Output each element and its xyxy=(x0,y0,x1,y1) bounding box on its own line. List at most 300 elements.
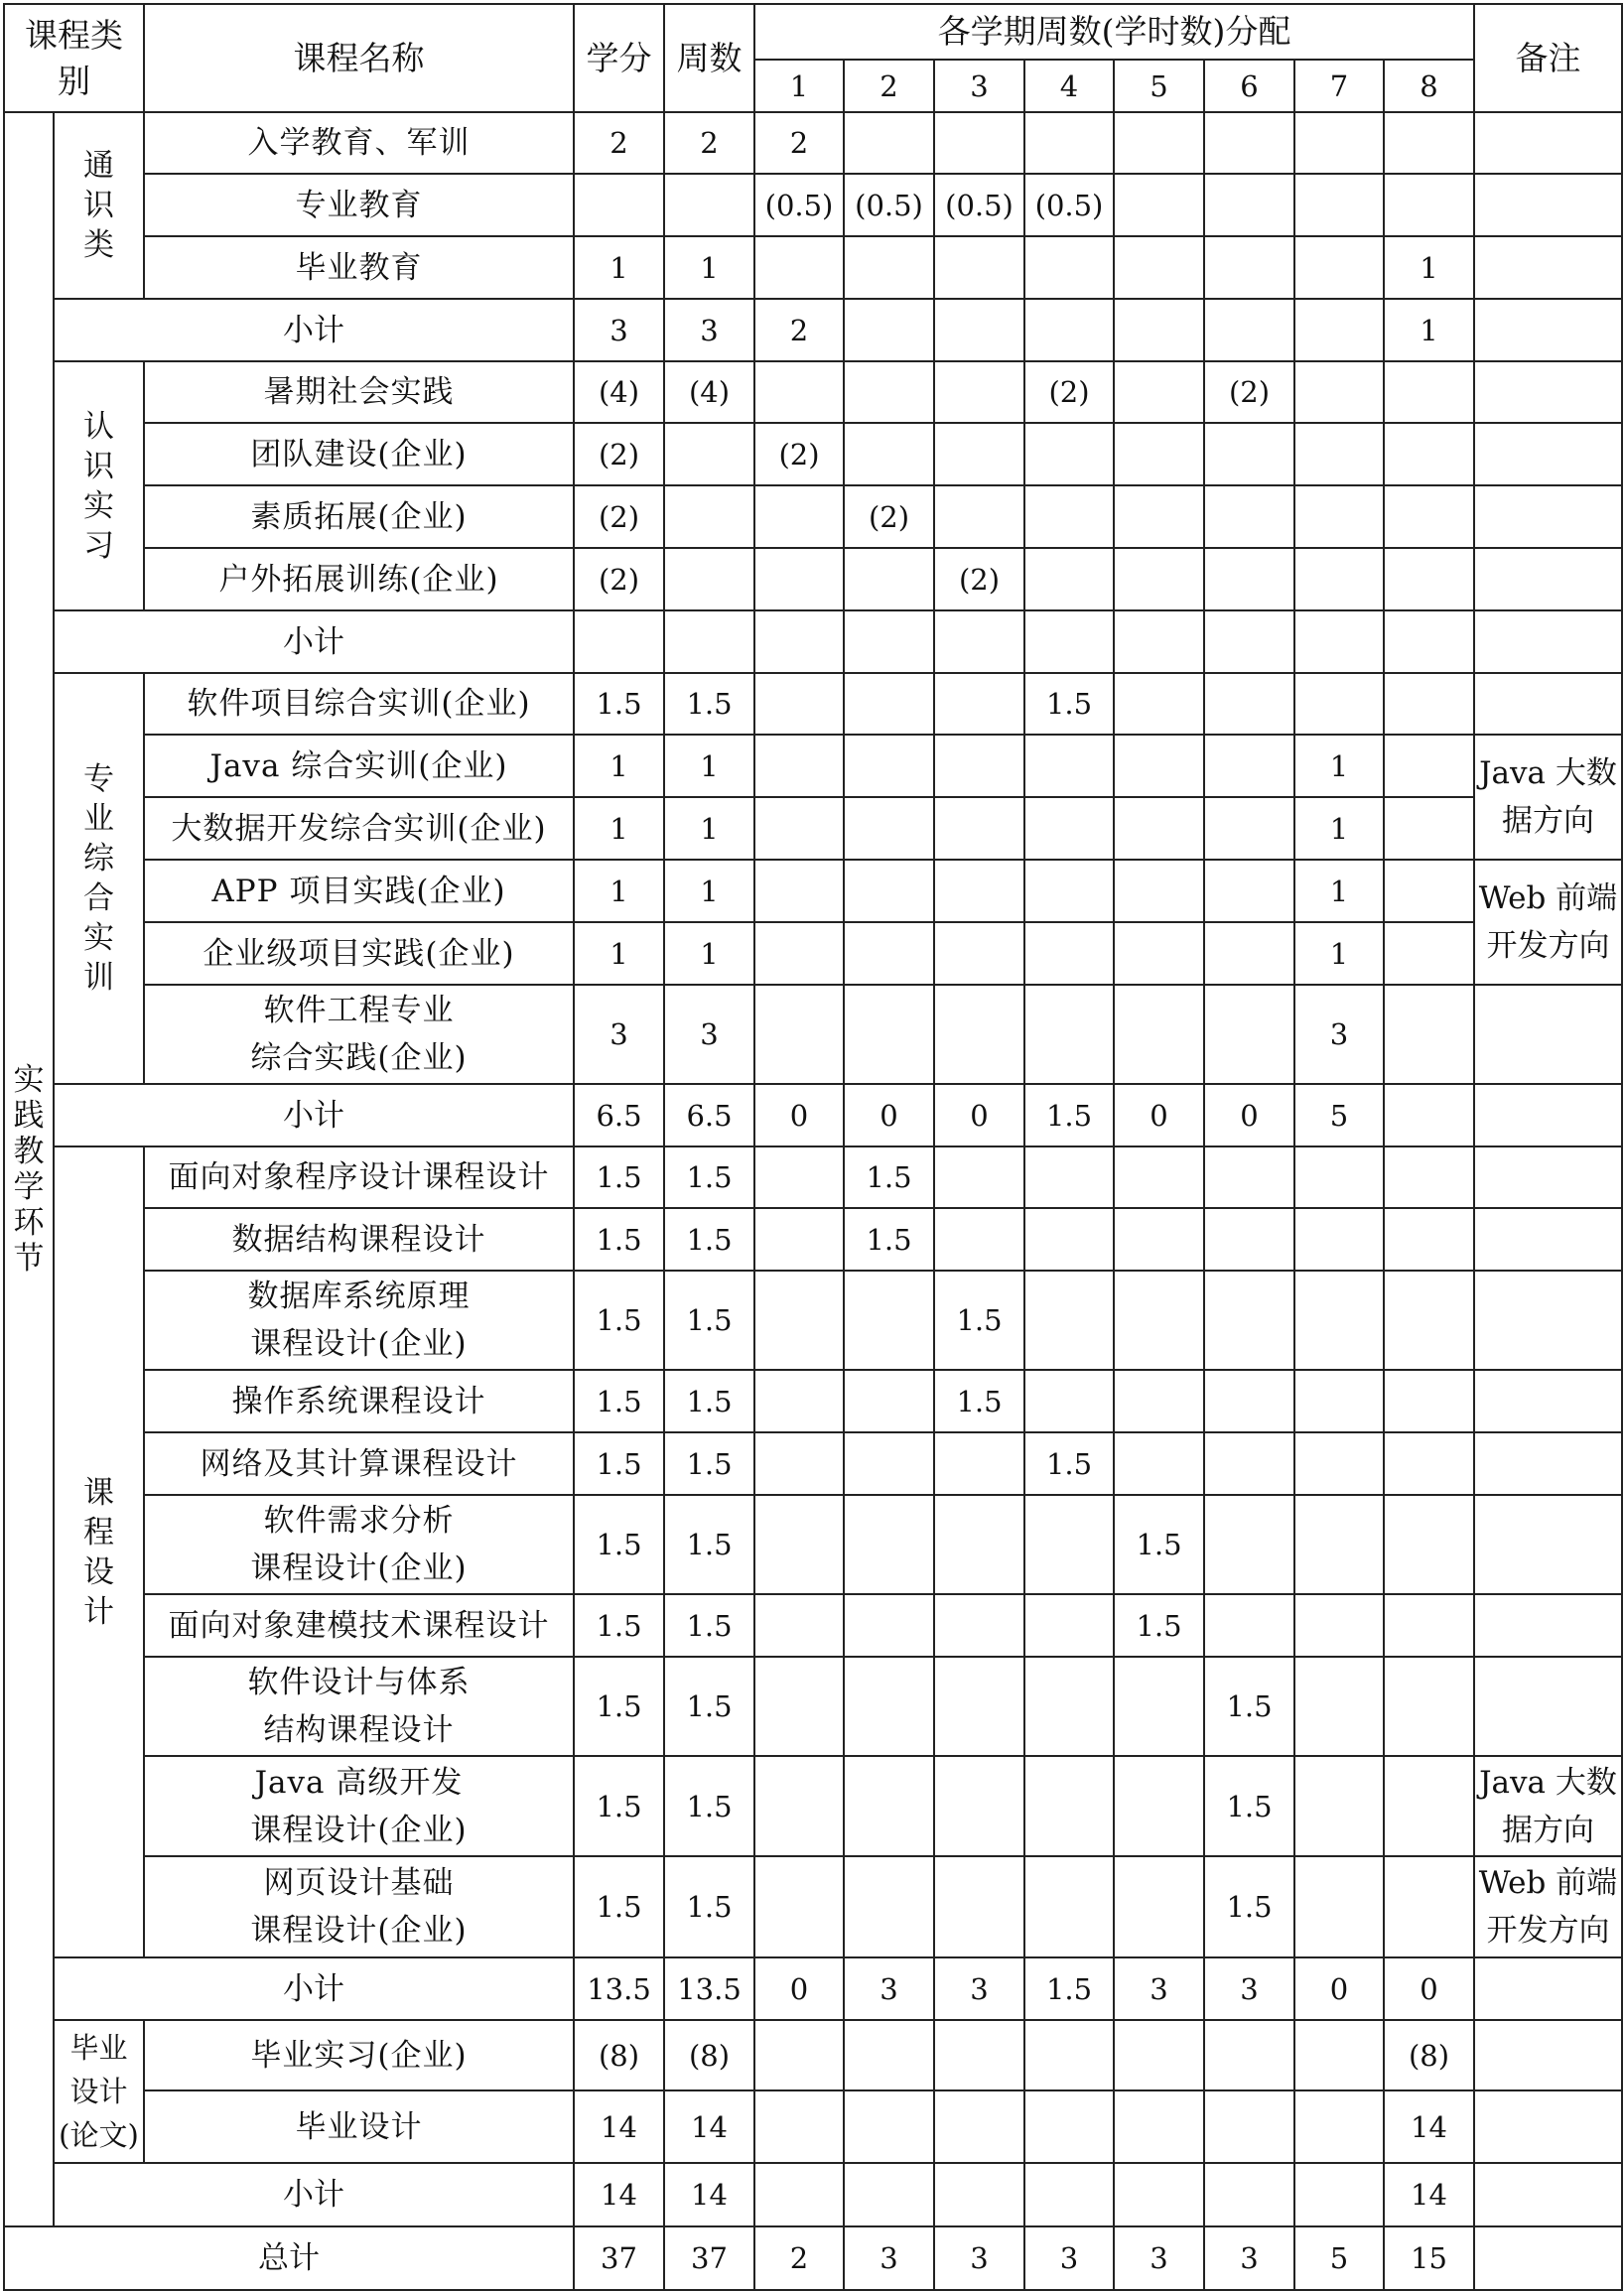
graduation-row-1-sem-5 xyxy=(1114,2020,1204,2090)
comprehensive-row-2-sem-1 xyxy=(754,735,844,797)
design-row-8-weeks: 1.5 xyxy=(664,1657,754,1756)
comprehensive-row-4-sem-7: 1 xyxy=(1294,860,1384,922)
general-subtotal-sem-6 xyxy=(1204,299,1294,361)
table-row xyxy=(4,1146,1622,1208)
design-row-9-sem-5 xyxy=(1114,1756,1204,1856)
design-row-9-sem-4 xyxy=(1024,1756,1114,1856)
design-row-9-sem-2 xyxy=(844,1756,934,1856)
design-row-4-weeks: 1.5 xyxy=(664,1370,754,1432)
comprehensive-row-5-sem-2 xyxy=(844,922,934,985)
comprehensive-subtotal-label: 小计 xyxy=(54,1084,574,1146)
general-row-1-weeks: 2 xyxy=(664,112,754,174)
design-row-7-sem-6 xyxy=(1204,1594,1294,1657)
cognition-subtotal-sem-1 xyxy=(754,610,844,673)
comprehensive-row-3-sem-5 xyxy=(1114,797,1204,860)
comprehensive-row-4-credit: 1 xyxy=(574,860,664,922)
design-row-8-name xyxy=(144,1657,574,1756)
total-sem-7: 5 xyxy=(1294,2226,1384,2290)
comprehensive-row-4-sem-1 xyxy=(754,860,844,922)
graduation-row-1-sem-7 xyxy=(1294,2020,1384,2090)
cognition-subtotal-sem-8 xyxy=(1384,610,1474,673)
design-row-9-weeks: 1.5 xyxy=(664,1756,754,1856)
design-subtotal-sem-1: 0 xyxy=(754,1957,844,2020)
cognition-row-2-sem-2 xyxy=(844,423,934,485)
comprehensive-row-6-name xyxy=(144,985,574,1084)
comprehensive-row-6-sem-7: 3 xyxy=(1294,985,1384,1084)
design-row-3-weeks: 1.5 xyxy=(664,1271,754,1370)
comprehensive-row-2-sem-7: 1 xyxy=(1294,735,1384,797)
comprehensive-row-5-sem-6 xyxy=(1204,922,1294,985)
design-row-10-name-line2: 课程设计(企业) xyxy=(250,1913,468,1949)
cognition-row-4-sem-3: (2) xyxy=(934,548,1024,610)
cognition-row-4-note xyxy=(1474,548,1622,610)
design-row-5-sem-2 xyxy=(844,1432,934,1495)
design-row-10-sem-1 xyxy=(754,1856,844,1957)
design-subtotal-row xyxy=(4,1957,1622,2020)
cognition-subtotal-weeks xyxy=(664,610,754,673)
design-row-1-sem-5 xyxy=(1114,1146,1204,1208)
table-row xyxy=(4,922,1622,985)
graduation-subtotal-sem-1 xyxy=(754,2163,844,2226)
comprehensive-row-6-sem-5 xyxy=(1114,985,1204,1084)
design-row-9-sem-1 xyxy=(754,1756,844,1856)
design-row-7-sem-7 xyxy=(1294,1594,1384,1657)
design-row-9-credit: 1.5 xyxy=(574,1756,664,1856)
design-row-4-name: 操作系统课程设计 xyxy=(144,1370,574,1432)
cognition-row-2-sem-4 xyxy=(1024,423,1114,485)
design-subtotal-note xyxy=(1474,1957,1622,2020)
cognition-row-1-credit: (4) xyxy=(574,361,664,423)
cognition-row-4-sem-6 xyxy=(1204,548,1294,610)
comprehensive-row-6-sem-1 xyxy=(754,985,844,1084)
table-row xyxy=(4,1594,1622,1657)
design-row-6-name xyxy=(144,1495,574,1594)
general-subtotal-sem-4 xyxy=(1024,299,1114,361)
total-sem-2: 3 xyxy=(844,2226,934,2290)
graduation-row-1-sem-8: (8) xyxy=(1384,2020,1474,2090)
header-semester-6: 6 xyxy=(1204,60,1294,112)
table-row xyxy=(4,1370,1622,1432)
cognition-row-4-sem-4 xyxy=(1024,548,1114,610)
graduation-row-1-sem-6 xyxy=(1204,2020,1294,2090)
table-row xyxy=(4,112,1622,174)
total-note xyxy=(1474,2226,1622,2290)
design-row-3-sem-8 xyxy=(1384,1271,1474,1370)
comprehensive-row-3-sem-1 xyxy=(754,797,844,860)
design-row-6-sem-1 xyxy=(754,1495,844,1594)
comprehensive-subtotal-sem-1: 0 xyxy=(754,1084,844,1146)
graduation-row-2-sem-5 xyxy=(1114,2090,1204,2163)
cognition-row-3-sem-1 xyxy=(754,485,844,548)
graduation-subtotal-credit: 14 xyxy=(574,2163,664,2226)
design-row-5-sem-7 xyxy=(1294,1432,1384,1495)
cognition-row-4-sem-2 xyxy=(844,548,934,610)
header-semester-1: 1 xyxy=(754,60,844,112)
graduation-row-2-name: 毕业设计 xyxy=(144,2090,574,2163)
general-row-1-sem-8 xyxy=(1384,112,1474,174)
general-row-3-note xyxy=(1474,236,1622,299)
design-row-1-sem-1 xyxy=(754,1146,844,1208)
comprehensive-subtotal-sem-3: 0 xyxy=(934,1084,1024,1146)
design-row-6-sem-2 xyxy=(844,1495,934,1594)
general-row-2-sem-8 xyxy=(1384,174,1474,236)
header-semester-4: 4 xyxy=(1024,60,1114,112)
design-row-4-sem-1 xyxy=(754,1370,844,1432)
general-row-2-sem-2: (0.5) xyxy=(844,174,934,236)
comprehensive-row-1-sem-7 xyxy=(1294,673,1384,735)
cognition-subtotal-sem-2 xyxy=(844,610,934,673)
cognition-row-4-sem-5 xyxy=(1114,548,1204,610)
design-row-3-sem-7 xyxy=(1294,1271,1384,1370)
design-row-9-sem-8 xyxy=(1384,1756,1474,1856)
cognition-row-2-credit: (2) xyxy=(574,423,664,485)
design-row-5-sem-3 xyxy=(934,1432,1024,1495)
comprehensive-subtotal-sem-4: 1.5 xyxy=(1024,1084,1114,1146)
design-row-4-note xyxy=(1474,1370,1622,1432)
general-row-2-weeks xyxy=(664,174,754,236)
cognition-row-4-sem-7 xyxy=(1294,548,1384,610)
comprehensive-subtotal-sem-5: 0 xyxy=(1114,1084,1204,1146)
general-row-3-sem-4 xyxy=(1024,236,1114,299)
design-row-8-sem-5 xyxy=(1114,1657,1204,1756)
graduation-subtotal-weeks: 14 xyxy=(664,2163,754,2226)
graduation-subtotal-sem-2 xyxy=(844,2163,934,2226)
general-row-3-sem-6 xyxy=(1204,236,1294,299)
design-row-3-name xyxy=(144,1271,574,1370)
design-row-3-name-line2: 课程设计(企业) xyxy=(250,1326,468,1362)
comprehensive-subtotal-credit: 6.5 xyxy=(574,1084,664,1146)
design-row-6-sem-6 xyxy=(1204,1495,1294,1594)
design-row-2-sem-8 xyxy=(1384,1208,1474,1271)
comprehensive-row-2-sem-8 xyxy=(1384,735,1474,797)
design-row-7-note xyxy=(1474,1594,1622,1657)
design-row-2-note xyxy=(1474,1208,1622,1271)
general-row-3-sem-2 xyxy=(844,236,934,299)
design-row-6-name-line2: 课程设计(企业) xyxy=(250,1550,468,1586)
design-row-4-sem-4 xyxy=(1024,1370,1114,1432)
note-java-bigdata: Java 大数据方向 xyxy=(1474,735,1622,860)
general-row-1-sem-4 xyxy=(1024,112,1114,174)
comprehensive-subtotal-weeks: 6.5 xyxy=(664,1084,754,1146)
design-row-10-sem-4 xyxy=(1024,1856,1114,1957)
design-row-6-name-line1: 软件需求分析 xyxy=(263,1503,455,1539)
cognition-row-1-sem-6: (2) xyxy=(1204,361,1294,423)
design-row-2-sem-4 xyxy=(1024,1208,1114,1271)
general-subtotal-sem-5 xyxy=(1114,299,1204,361)
design-row-7-sem-1 xyxy=(754,1594,844,1657)
cognition-row-1-name: 暑期社会实践 xyxy=(144,361,574,423)
graduation-row-2-sem-2 xyxy=(844,2090,934,2163)
total-row xyxy=(4,2226,1622,2290)
general-row-3-sem-3 xyxy=(934,236,1024,299)
cognition-row-2-note xyxy=(1474,423,1622,485)
cognition-row-1-sem-1 xyxy=(754,361,844,423)
cognition-row-3-weeks xyxy=(664,485,754,548)
general-row-1-name: 入学教育、军训 xyxy=(144,112,574,174)
design-row-2-sem-3 xyxy=(934,1208,1024,1271)
design-row-1-name: 面向对象程序设计课程设计 xyxy=(144,1146,574,1208)
design-row-2-weeks: 1.5 xyxy=(664,1208,754,1271)
graduation-subtotal-sem-4 xyxy=(1024,2163,1114,2226)
cognition-row-2-sem-5 xyxy=(1114,423,1204,485)
design-subtotal-sem-4: 1.5 xyxy=(1024,1957,1114,2020)
table-row xyxy=(4,673,1622,735)
table-row xyxy=(4,361,1622,423)
comprehensive-row-5-sem-1 xyxy=(754,922,844,985)
comprehensive-row-6-name-line2: 综合实践(企业) xyxy=(250,1040,468,1076)
comprehensive-subtotal-sem-8 xyxy=(1384,1084,1474,1146)
comprehensive-row-2-sem-6 xyxy=(1204,735,1294,797)
design-row-7-sem-5: 1.5 xyxy=(1114,1594,1204,1657)
general-row-3-name: 毕业教育 xyxy=(144,236,574,299)
design-row-6-weeks: 1.5 xyxy=(664,1495,754,1594)
comprehensive-row-2-sem-3 xyxy=(934,735,1024,797)
comprehensive-row-6-sem-4 xyxy=(1024,985,1114,1084)
graduation-subtotal-row xyxy=(4,2163,1622,2226)
graduation-row-2-note xyxy=(1474,2090,1622,2163)
total-sem-1: 2 xyxy=(754,2226,844,2290)
design-row-3-sem-5 xyxy=(1114,1271,1204,1370)
cognition-row-2-sem-8 xyxy=(1384,423,1474,485)
design-row-1-credit: 1.5 xyxy=(574,1146,664,1208)
note-web-frontend: Web 前端开发方向 xyxy=(1474,860,1622,985)
graduation-row-1-sem-1 xyxy=(754,2020,844,2090)
general-row-2-sem-5 xyxy=(1114,174,1204,236)
graduation-row-2-sem-3 xyxy=(934,2090,1024,2163)
cognition-row-1-sem-4: (2) xyxy=(1024,361,1114,423)
graduation-row-2-sem-7 xyxy=(1294,2090,1384,2163)
comprehensive-row-1-weeks: 1.5 xyxy=(664,673,754,735)
comprehensive-row-1-sem-1 xyxy=(754,673,844,735)
design-row-6-sem-7 xyxy=(1294,1495,1384,1594)
table-row xyxy=(4,2090,1622,2163)
general-row-2-sem-7 xyxy=(1294,174,1384,236)
table-row xyxy=(4,1208,1622,1271)
graduation-row-1-sem-2 xyxy=(844,2020,934,2090)
design-row-3-sem-6 xyxy=(1204,1271,1294,1370)
comprehensive-row-1-sem-5 xyxy=(1114,673,1204,735)
comprehensive-row-5-sem-4 xyxy=(1024,922,1114,985)
design-row-2-sem-5 xyxy=(1114,1208,1204,1271)
design-row-9-sem-3 xyxy=(934,1756,1024,1856)
design-row-1-sem-7 xyxy=(1294,1146,1384,1208)
comprehensive-subtotal-note xyxy=(1474,1084,1622,1146)
design-subtotal-sem-5: 3 xyxy=(1114,1957,1204,2020)
design-row-5-sem-4: 1.5 xyxy=(1024,1432,1114,1495)
header-semester-2: 2 xyxy=(844,60,934,112)
design-row-9-sem-6: 1.5 xyxy=(1204,1756,1294,1856)
comprehensive-row-4-weeks: 1 xyxy=(664,860,754,922)
general-row-1-sem-5 xyxy=(1114,112,1204,174)
header-note: 备注 xyxy=(1474,4,1622,112)
graduation-row-1-note xyxy=(1474,2020,1622,2090)
comprehensive-row-6-name-line1: 软件工程专业 xyxy=(263,993,455,1028)
design-row-8-sem-8 xyxy=(1384,1657,1474,1756)
graduation-row-2-sem-8: 14 xyxy=(1384,2090,1474,2163)
total-credit: 37 xyxy=(574,2226,664,2290)
comprehensive-row-3-sem-8 xyxy=(1384,797,1474,860)
general-row-2-sem-3: (0.5) xyxy=(934,174,1024,236)
design-subtotal-sem-6: 3 xyxy=(1204,1957,1294,2020)
design-row-3-sem-4 xyxy=(1024,1271,1114,1370)
design-row-3-sem-1 xyxy=(754,1271,844,1370)
comprehensive-row-1-note xyxy=(1474,673,1622,735)
comprehensive-row-4-sem-2 xyxy=(844,860,934,922)
comprehensive-row-1-name: 软件项目综合实训(企业) xyxy=(144,673,574,735)
general-subtotal-sem-8: 1 xyxy=(1384,299,1474,361)
design-row-10-sem-2 xyxy=(844,1856,934,1957)
cognition-row-1-sem-8 xyxy=(1384,361,1474,423)
comprehensive-row-5-weeks: 1 xyxy=(664,922,754,985)
comprehensive-row-1-sem-8 xyxy=(1384,673,1474,735)
design-row-4-sem-5 xyxy=(1114,1370,1204,1432)
table-row xyxy=(4,2020,1622,2090)
design-row-4-sem-3: 1.5 xyxy=(934,1370,1024,1432)
comprehensive-row-6-sem-2 xyxy=(844,985,934,1084)
cognition-subtotal-note xyxy=(1474,610,1622,673)
comprehensive-group-label: 专业综合实训 xyxy=(54,673,144,1084)
design-row-5-note xyxy=(1474,1432,1622,1495)
table-row xyxy=(4,860,1622,922)
design-row-1-sem-4 xyxy=(1024,1146,1114,1208)
design-row-6-sem-5: 1.5 xyxy=(1114,1495,1204,1594)
general-subtotal-credit: 3 xyxy=(574,299,664,361)
design-row-6-note xyxy=(1474,1495,1622,1594)
cognition-row-3-sem-2: (2) xyxy=(844,485,934,548)
total-weeks: 37 xyxy=(664,2226,754,2290)
cognition-subtotal-credit xyxy=(574,610,664,673)
comprehensive-row-6-credit: 3 xyxy=(574,985,664,1084)
header-category: 课程类别 xyxy=(4,4,144,112)
comprehensive-row-2-name: Java 综合实训(企业) xyxy=(144,735,574,797)
header-semester-3: 3 xyxy=(934,60,1024,112)
cognition-row-2-sem-1: (2) xyxy=(754,423,844,485)
general-row-2-sem-1: (0.5) xyxy=(754,174,844,236)
design-row-5-sem-5 xyxy=(1114,1432,1204,1495)
comprehensive-row-2-sem-5 xyxy=(1114,735,1204,797)
design-row-8-sem-3 xyxy=(934,1657,1024,1756)
cognition-row-2-sem-6 xyxy=(1204,423,1294,485)
general-row-3-weeks: 1 xyxy=(664,236,754,299)
table-row xyxy=(4,797,1622,860)
design-row-3-note xyxy=(1474,1271,1622,1370)
general-row-2-sem-6 xyxy=(1204,174,1294,236)
general-row-3-sem-1 xyxy=(754,236,844,299)
comprehensive-row-3-sem-6 xyxy=(1204,797,1294,860)
general-row-1-sem-2 xyxy=(844,112,934,174)
graduation-row-1-name: 毕业实习(企业) xyxy=(144,2020,574,2090)
cognition-row-3-sem-8 xyxy=(1384,485,1474,548)
main-category-label: 实践教学环节 xyxy=(4,112,54,2226)
design-row-5-weeks: 1.5 xyxy=(664,1432,754,1495)
cognition-subtotal-sem-7 xyxy=(1294,610,1384,673)
design-row-4-credit: 1.5 xyxy=(574,1370,664,1432)
comprehensive-row-2-sem-4 xyxy=(1024,735,1114,797)
design-row-3-credit: 1.5 xyxy=(574,1271,664,1370)
header-semester-8: 8 xyxy=(1384,60,1474,112)
graduation-row-1-credit: (8) xyxy=(574,2020,664,2090)
table-row xyxy=(4,548,1622,610)
header-course-name: 课程名称 xyxy=(144,4,574,112)
design-row-7-sem-4 xyxy=(1024,1594,1114,1657)
comprehensive-row-3-sem-7: 1 xyxy=(1294,797,1384,860)
table-row xyxy=(4,1756,1622,1856)
design-row-1-note xyxy=(1474,1146,1622,1208)
cognition-subtotal-sem-3 xyxy=(934,610,1024,673)
design-subtotal-sem-7: 0 xyxy=(1294,1957,1384,2020)
table-row xyxy=(4,985,1622,1084)
design-row-10-name xyxy=(144,1856,574,1957)
cognition-row-3-sem-4 xyxy=(1024,485,1114,548)
total-sem-4: 3 xyxy=(1024,2226,1114,2290)
cognition-row-3-name: 素质拓展(企业) xyxy=(144,485,574,548)
cognition-row-1-weeks: (4) xyxy=(664,361,754,423)
table-row xyxy=(4,735,1622,797)
total-label: 总计 xyxy=(4,2226,574,2290)
design-row-9-name xyxy=(144,1756,574,1856)
comprehensive-subtotal-sem-7: 5 xyxy=(1294,1084,1384,1146)
design-row-7-name: 面向对象建模技术课程设计 xyxy=(144,1594,574,1657)
comprehensive-row-1-credit: 1.5 xyxy=(574,673,664,735)
design-row-9-note: Java 大数据方向 xyxy=(1474,1756,1622,1856)
table-row xyxy=(4,1432,1622,1495)
comprehensive-row-4-sem-3 xyxy=(934,860,1024,922)
cognition-row-3-note xyxy=(1474,485,1622,548)
comprehensive-row-6-note xyxy=(1474,985,1622,1084)
design-subtotal-sem-3: 3 xyxy=(934,1957,1024,2020)
comprehensive-row-4-sem-4 xyxy=(1024,860,1114,922)
cognition-row-3-sem-3 xyxy=(934,485,1024,548)
design-row-1-sem-6 xyxy=(1204,1146,1294,1208)
design-row-7-sem-2 xyxy=(844,1594,934,1657)
cognition-row-1-sem-7 xyxy=(1294,361,1384,423)
design-row-10-sem-7 xyxy=(1294,1856,1384,1957)
design-row-1-sem-3 xyxy=(934,1146,1024,1208)
cognition-subtotal-sem-6 xyxy=(1204,610,1294,673)
comprehensive-row-2-credit: 1 xyxy=(574,735,664,797)
cognition-group-label: 认识实习 xyxy=(54,361,144,610)
graduation-subtotal-label: 小计 xyxy=(54,2163,574,2226)
graduation-subtotal-sem-8: 14 xyxy=(1384,2163,1474,2226)
design-row-5-sem-8 xyxy=(1384,1432,1474,1495)
design-row-6-sem-8 xyxy=(1384,1495,1474,1594)
graduation-subtotal-sem-5 xyxy=(1114,2163,1204,2226)
design-row-4-sem-2 xyxy=(844,1370,934,1432)
comprehensive-row-3-name: 大数据开发综合实训(企业) xyxy=(144,797,574,860)
comprehensive-row-6-weeks: 3 xyxy=(664,985,754,1084)
graduation-subtotal-sem-6 xyxy=(1204,2163,1294,2226)
comprehensive-row-1-sem-2 xyxy=(844,673,934,735)
graduation-row-1-sem-3 xyxy=(934,2020,1024,2090)
design-row-10-sem-5 xyxy=(1114,1856,1204,1957)
graduation-row-2-sem-4 xyxy=(1024,2090,1114,2163)
design-row-6-sem-3 xyxy=(934,1495,1024,1594)
comprehensive-row-6-sem-3 xyxy=(934,985,1024,1084)
design-row-2-sem-2: 1.5 xyxy=(844,1208,934,1271)
design-row-8-sem-7 xyxy=(1294,1657,1384,1756)
comprehensive-row-5-sem-7: 1 xyxy=(1294,922,1384,985)
design-row-10-weeks: 1.5 xyxy=(664,1856,754,1957)
general-row-3-sem-7 xyxy=(1294,236,1384,299)
cognition-row-2-sem-7 xyxy=(1294,423,1384,485)
general-subtotal-weeks: 3 xyxy=(664,299,754,361)
cognition-row-4-name: 户外拓展训练(企业) xyxy=(144,548,574,610)
comprehensive-subtotal-row xyxy=(4,1084,1622,1146)
design-row-6-credit: 1.5 xyxy=(574,1495,664,1594)
design-row-3-name-line1: 数据库系统原理 xyxy=(247,1279,471,1314)
table-row xyxy=(4,485,1622,548)
design-subtotal-credit: 13.5 xyxy=(574,1957,664,2020)
